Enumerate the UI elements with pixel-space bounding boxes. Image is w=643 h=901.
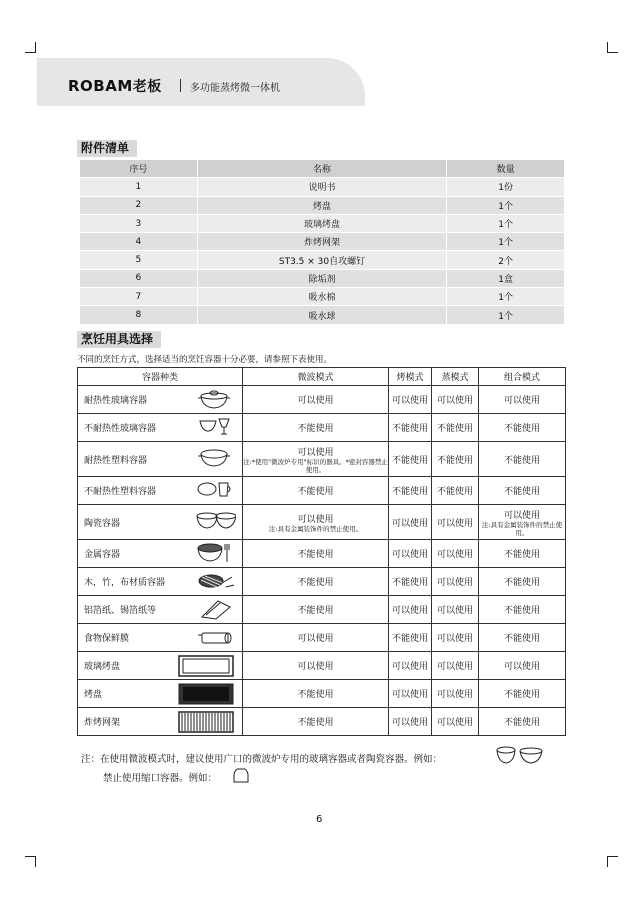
bake-mode-cell (389, 505, 432, 540)
column-header: 容器种类 (78, 368, 243, 386)
usage-value: 可以使用 (391, 396, 428, 406)
combo-mode-cell (479, 442, 566, 477)
combo-mode-cell (479, 568, 566, 596)
usage-value: 不能使用 (391, 634, 428, 644)
steam-mode-cell (432, 414, 479, 442)
crop-mark-bottom-right (607, 856, 618, 867)
container-type-cell (78, 540, 243, 568)
steam-mode-cell (432, 386, 479, 414)
table-cell: 1 (80, 178, 198, 196)
usage-value: 不能使用 (503, 606, 540, 616)
microwave-mode-cell (243, 386, 389, 414)
usage-value: 可以使用 (436, 634, 473, 644)
bake-mode-cell (389, 624, 432, 652)
container-type-label: 陶瓷容器 (84, 518, 121, 529)
glass-pot-icon (196, 387, 236, 413)
column-header: 组合模式 (479, 368, 566, 386)
steam-mode-cell (432, 680, 479, 708)
usage-note: 注:具有金属装饰件的禁止使用。 (268, 524, 363, 533)
accessory-row (80, 288, 565, 306)
wire-rack-icon (176, 709, 236, 735)
usage-value: 不能使用 (297, 718, 334, 728)
usage-value: 不能使用 (297, 606, 334, 616)
accessory-row (80, 251, 565, 269)
column-header: 名称 (197, 160, 446, 178)
plastic-container-icon (196, 446, 236, 472)
steam-mode-cell (432, 708, 479, 736)
microwave-mode-cell (243, 442, 389, 477)
usage-value: 可以使用 (436, 518, 473, 529)
steam-mode-cell (432, 540, 479, 568)
cookware-intro: 不同的烹饪方式，选择适当的烹饪容器十分必要，请参照下表使用。 (77, 355, 333, 365)
cookware-row (78, 624, 566, 652)
table-cell: 吸水棉 (197, 288, 446, 306)
ceramic-bowls-icon (196, 509, 236, 535)
container-type-label: 玻璃烤盘 (84, 662, 121, 672)
usage-value: 可以使用 (297, 514, 334, 525)
container-type-cell (78, 652, 243, 680)
usage-value: 可以使用 (391, 662, 428, 672)
microwave-mode-cell (243, 652, 389, 680)
microwave-mode-cell (243, 477, 389, 505)
usage-value: 不能使用 (297, 578, 334, 588)
cookware-header-row (78, 368, 566, 386)
cookware-row (78, 442, 566, 477)
steam-mode-cell (432, 596, 479, 624)
usage-value: 不能使用 (503, 455, 540, 466)
cookware-row (78, 652, 566, 680)
cookware-row (78, 568, 566, 596)
combo-mode-cell (479, 708, 566, 736)
container-type-cell (78, 680, 243, 708)
bake-mode-cell (389, 414, 432, 442)
combo-mode-cell (479, 477, 566, 505)
bake-mode-cell (389, 680, 432, 708)
table-cell: 炸烤网架 (197, 233, 446, 251)
container-type-label: 铝箔纸、锡箔纸等 (84, 606, 157, 616)
table-cell: 1份 (447, 178, 565, 196)
metal-container-icon (196, 541, 236, 567)
combo-mode-cell (479, 386, 566, 414)
steam-mode-cell (432, 624, 479, 652)
accessory-row (80, 269, 565, 287)
accessories-title: 附件清单 (77, 140, 137, 157)
container-type-label: 木，竹，布材质容器 (84, 578, 166, 588)
usage-value: 不能使用 (297, 424, 334, 434)
table-cell: 4 (80, 233, 198, 251)
cookware-title: 烹饪用具选择 (77, 331, 161, 348)
container-type-label: 耐热性塑料容器 (84, 455, 148, 466)
table-cell: 吸水球 (197, 306, 446, 324)
accessory-row (80, 306, 565, 324)
wide-mouth-containers-icon (494, 745, 544, 767)
table-cell: 6 (80, 269, 198, 287)
column-header: 蒸模式 (432, 368, 479, 386)
usage-value: 不能使用 (503, 718, 540, 728)
usage-value: 可以使用 (391, 518, 428, 529)
steam-mode-cell (432, 505, 479, 540)
bake-mode-cell (389, 596, 432, 624)
container-type-label: 不耐热性塑料容器 (84, 487, 157, 497)
microwave-mode-cell (243, 414, 389, 442)
usage-value: 不能使用 (391, 424, 428, 434)
usage-value: 可以使用 (391, 718, 428, 728)
bake-mode-cell (389, 386, 432, 414)
glass-cups-icon (196, 415, 236, 441)
cookware-row (78, 596, 566, 624)
glass-tray-icon (176, 653, 236, 679)
table-cell: 1个 (447, 196, 565, 214)
usage-value: 不能使用 (503, 634, 540, 644)
steam-mode-cell (432, 652, 479, 680)
cookware-row (78, 414, 566, 442)
usage-value: 不能使用 (391, 578, 428, 588)
bake-mode-cell (389, 708, 432, 736)
table-cell: 1个 (447, 214, 565, 232)
cookware-row (78, 477, 566, 505)
usage-value: 不能使用 (503, 424, 540, 434)
combo-mode-cell (479, 596, 566, 624)
brand-logo (68, 76, 162, 96)
microwave-mode-cell (243, 680, 389, 708)
baking-tray-icon (176, 681, 236, 707)
usage-value: 可以使用 (436, 662, 473, 672)
usage-value: 不能使用 (503, 487, 540, 497)
product-name: 多功能蒸烤微一体机 (190, 83, 280, 94)
cookware-row (78, 708, 566, 736)
usage-value: 不能使用 (436, 424, 473, 434)
table-cell: 1个 (447, 233, 565, 251)
usage-value: 可以使用 (503, 510, 540, 521)
usage-value: 不能使用 (391, 487, 428, 497)
usage-value: 不能使用 (436, 455, 473, 466)
column-header: 数量 (447, 160, 565, 178)
container-type-label: 金属容器 (84, 550, 121, 560)
usage-value: 可以使用 (436, 396, 473, 406)
column-header: 烤模式 (389, 368, 432, 386)
container-type-label: 耐热性玻璃容器 (84, 396, 148, 406)
usage-value: 可以使用 (503, 662, 540, 672)
combo-mode-cell (479, 652, 566, 680)
cookware-table (77, 367, 566, 736)
accessories-header-row (80, 160, 565, 178)
container-type-cell (78, 708, 243, 736)
foil-icon (196, 597, 236, 623)
container-type-cell (78, 624, 243, 652)
table-cell: 3 (80, 214, 198, 232)
bake-mode-cell (389, 652, 432, 680)
usage-value: 不能使用 (391, 455, 428, 466)
microwave-mode-cell (243, 708, 389, 736)
crop-mark-top-right (607, 42, 618, 53)
usage-value: 可以使用 (391, 606, 428, 616)
usage-value: 不能使用 (297, 690, 334, 700)
usage-value: 可以使用 (297, 447, 334, 458)
steam-mode-cell (432, 442, 479, 477)
container-type-cell (78, 568, 243, 596)
table-cell: 除垢剂 (197, 269, 446, 287)
usage-value: 可以使用 (436, 550, 473, 560)
microwave-mode-cell (243, 624, 389, 652)
plastic-bowls-icon (196, 478, 236, 504)
narrow-mouth-container-icon (232, 766, 250, 784)
table-cell: ST3.5 × 30自攻螺钉 (197, 251, 446, 269)
brand-cn: 老板 (132, 79, 162, 95)
page-number: 6 (316, 814, 323, 825)
cling-film-icon (196, 625, 236, 651)
header-divider (180, 79, 181, 92)
steam-mode-cell (432, 477, 479, 505)
combo-mode-cell (479, 624, 566, 652)
usage-value: 可以使用 (436, 578, 473, 588)
wood-basket-icon (196, 569, 236, 595)
steam-mode-cell (432, 568, 479, 596)
usage-value: 不能使用 (436, 487, 473, 497)
usage-value: 不能使用 (297, 550, 334, 560)
table-cell: 5 (80, 251, 198, 269)
table-cell: 1盒 (447, 269, 565, 287)
microwave-mode-cell (243, 505, 389, 540)
usage-value: 可以使用 (436, 606, 473, 616)
accessory-row (80, 233, 565, 251)
cookware-row (78, 505, 566, 540)
microwave-mode-cell (243, 568, 389, 596)
brand-en: ROBAM (68, 77, 133, 95)
table-cell: 8 (80, 306, 198, 324)
microwave-mode-cell (243, 540, 389, 568)
container-type-label: 不耐热性玻璃容器 (84, 424, 157, 434)
table-cell: 烤盘 (197, 196, 446, 214)
bake-mode-cell (389, 568, 432, 596)
accessory-row (80, 196, 565, 214)
cookware-row (78, 386, 566, 414)
container-type-cell (78, 477, 243, 505)
cookware-row (78, 540, 566, 568)
table-cell: 1个 (447, 306, 565, 324)
usage-value: 不能使用 (503, 578, 540, 588)
column-header: 微波模式 (243, 368, 389, 386)
container-type-label: 烤盘 (84, 690, 103, 700)
usage-value: 可以使用 (297, 634, 334, 644)
combo-mode-cell (479, 505, 566, 540)
usage-note: 注:*使用"微波炉专用"标识的器具。*密封容器禁止使用。 (243, 457, 388, 474)
column-header: 序号 (80, 160, 198, 178)
bake-mode-cell (389, 477, 432, 505)
combo-mode-cell (479, 540, 566, 568)
accessory-row (80, 178, 565, 196)
container-type-cell (78, 386, 243, 414)
table-cell: 7 (80, 288, 198, 306)
container-type-cell (78, 596, 243, 624)
footnote-line-1: 注：在使用微波模式时，建议使用广口的微波炉专用的玻璃容器或者陶瓷容器。例如： (81, 754, 443, 765)
usage-value: 可以使用 (391, 550, 428, 560)
usage-value: 可以使用 (391, 690, 428, 700)
usage-value: 不能使用 (503, 690, 540, 700)
usage-value: 可以使用 (297, 662, 334, 672)
container-type-label: 食物保鲜膜 (84, 634, 130, 644)
accessories-table (79, 159, 565, 325)
table-cell: 1个 (447, 288, 565, 306)
crop-mark-top-left (25, 42, 36, 53)
container-type-cell (78, 505, 243, 540)
usage-value: 可以使用 (436, 718, 473, 728)
cookware-row (78, 680, 566, 708)
usage-value: 不能使用 (297, 487, 334, 497)
table-cell: 玻璃烤盘 (197, 214, 446, 232)
bake-mode-cell (389, 540, 432, 568)
crop-mark-bottom-left (25, 856, 36, 867)
usage-value: 可以使用 (503, 396, 540, 406)
table-cell: 2个 (447, 251, 565, 269)
usage-value: 可以使用 (297, 396, 334, 406)
usage-note: 注:具有金属装饰件的禁止使用。 (481, 520, 563, 537)
footnote-line-2: 禁止使用缩口容器。例如： (103, 773, 218, 784)
container-type-cell (78, 414, 243, 442)
table-cell: 2 (80, 196, 198, 214)
container-type-label: 炸烤网架 (84, 718, 121, 728)
container-type-cell (78, 442, 243, 477)
table-cell: 说明书 (197, 178, 446, 196)
usage-value: 可以使用 (436, 690, 473, 700)
combo-mode-cell (479, 414, 566, 442)
microwave-mode-cell (243, 596, 389, 624)
combo-mode-cell (479, 680, 566, 708)
accessory-row (80, 214, 565, 232)
usage-value: 不能使用 (503, 550, 540, 560)
bake-mode-cell (389, 442, 432, 477)
